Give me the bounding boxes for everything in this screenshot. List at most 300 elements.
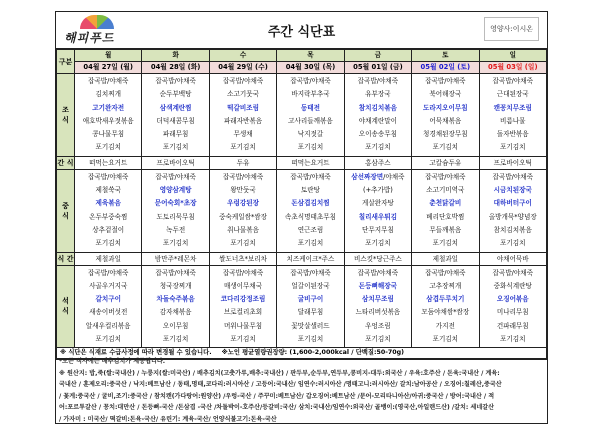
section-label: 중 식 xyxy=(57,169,75,252)
menu-item xyxy=(210,211,276,224)
menu-item xyxy=(210,333,276,346)
dish: 왕만둣국 xyxy=(230,186,256,195)
menu-item xyxy=(277,211,343,224)
date-cell: 04월 30일 (목) xyxy=(277,62,344,74)
menu-item xyxy=(142,88,208,101)
dish: 달래무침 xyxy=(297,308,324,317)
dish: 북어해장국 xyxy=(429,90,462,99)
dish: 파래자반볶음 xyxy=(223,116,263,125)
main-dish: 오징어볶음 xyxy=(496,295,529,304)
menu-cell xyxy=(75,74,142,157)
menu-item xyxy=(277,267,343,280)
change-notice: ※ 식단은 식재료 수급사정에 따라 변경될 수 있습니다. xyxy=(60,349,212,357)
menu-item xyxy=(75,333,141,346)
dish: 포기김치 xyxy=(432,143,459,152)
dish: 잡곡밥/야채죽 xyxy=(492,172,533,181)
dish: 야채계란말이 xyxy=(358,116,397,125)
dish: 포기김치 xyxy=(230,335,256,344)
menu-item xyxy=(480,267,546,280)
snack-cell: 홍삼주스 xyxy=(344,156,411,169)
dish: 포기김치 xyxy=(230,143,256,152)
main-dish: 차돌숙주볶음 xyxy=(156,295,195,304)
menu-item xyxy=(480,280,546,293)
menu-item xyxy=(412,75,478,88)
origin-line: / 가자미 : 미국산/ 떡갈비:돈육-국산/ 유린기: 계육-국산/ 언양식불고기:돈육-국산 xyxy=(59,415,277,423)
menu-item xyxy=(210,237,276,250)
dish: 포기김치 xyxy=(432,239,459,248)
menu-item xyxy=(480,184,546,197)
menu-item xyxy=(412,197,478,210)
menu-item xyxy=(277,184,343,197)
kimchi-notice: *모든 식사에는 배추김치가 제공됩니다. xyxy=(59,358,166,365)
menu-item xyxy=(75,267,141,280)
menu-item xyxy=(277,197,343,210)
menu-item xyxy=(412,128,478,141)
date-cell: 05월 03일 (일) xyxy=(479,62,546,74)
origin-line: 국내산 / 훈제오리:중국산 / 낙지:베트남산 / 동태,명태,코다리:러시아산 / 고등어:국내산/ 임연수:러시아산 /명태고니:러시아산/ 갈치:남아공산 / 오징어:칠레산,중국산 xyxy=(59,381,502,389)
menu-item xyxy=(480,75,546,88)
date-cell: 05월 02일 (토) xyxy=(412,62,479,74)
menu-item xyxy=(412,141,478,154)
menu-cell xyxy=(209,265,276,348)
dish: 오이송송무침 xyxy=(358,130,397,139)
dish: 포기김치 xyxy=(500,143,526,152)
dish: 취나물볶음 xyxy=(227,225,259,234)
dish: 잡곡밥/야채죽 xyxy=(492,268,533,277)
menu-item xyxy=(142,267,208,280)
menu-item xyxy=(277,224,343,237)
menu-item xyxy=(142,237,208,250)
meal-row xyxy=(57,169,547,252)
main-dish: 참치김치볶음 xyxy=(358,103,397,112)
dish: 게살완자탕 xyxy=(361,199,394,208)
section-label: 간 식 xyxy=(57,156,75,169)
menu-item xyxy=(142,211,208,224)
dish: 가지전 xyxy=(435,321,455,330)
menu-item xyxy=(75,224,141,237)
menu-item xyxy=(480,88,546,101)
menu-item xyxy=(277,115,343,128)
dish: 건파래무침 xyxy=(496,321,529,330)
menu-item xyxy=(210,267,276,280)
dish: 애호박새우젓볶음 xyxy=(82,116,134,125)
menu-item xyxy=(480,293,546,306)
main-dish: 굴비구이 xyxy=(297,295,324,304)
menu-item xyxy=(480,128,546,141)
dish: 돌자반볶음 xyxy=(496,130,529,139)
menu-item xyxy=(345,211,411,224)
dish: 오이무침 xyxy=(162,321,189,330)
menu-item xyxy=(277,171,343,184)
menu-item xyxy=(210,102,276,115)
main-dish: 코다리강정조림 xyxy=(220,295,266,304)
dish: 포기김치 xyxy=(95,143,121,152)
dish: 포기김치 xyxy=(162,335,189,344)
day-row xyxy=(57,50,547,62)
main-dish: 캔꽁치무조림 xyxy=(493,103,532,112)
menu-item xyxy=(480,211,546,224)
header xyxy=(56,12,547,49)
main-dish: 동태전 xyxy=(300,103,321,112)
menu-cell xyxy=(75,169,142,252)
menu-item xyxy=(480,171,546,184)
snack-row xyxy=(57,156,547,169)
main-dish: 도라지오이무침 xyxy=(423,103,468,112)
menu-item xyxy=(75,306,141,319)
menu-cell xyxy=(142,169,209,252)
menu-item xyxy=(412,237,478,250)
menu-item xyxy=(142,171,208,184)
menu-item xyxy=(345,75,411,88)
menu-item xyxy=(480,224,546,237)
dish: 포기김치 xyxy=(95,335,121,344)
dish: 잡곡밥/야채죽 xyxy=(492,77,533,85)
main-dish: 삼색계란찜 xyxy=(159,103,192,112)
main-dish: 삼치무조림 xyxy=(361,295,394,304)
dish: 더덕새콤무침 xyxy=(156,116,195,125)
menu-item xyxy=(75,237,141,250)
dish: 파래무침 xyxy=(162,130,189,139)
menu-cell xyxy=(479,265,546,348)
menu-item xyxy=(412,88,478,101)
main-dish: 고기완자전 xyxy=(92,103,125,112)
section-label: 식 간 xyxy=(57,252,75,265)
snack-cell: 프로바이오틱 xyxy=(479,156,546,169)
origin-line: / 꽃게:중국산 / 굴비,조기:중국산 / 참치캔(가다랑어:원양산) /우렁-국산 / 주꾸미:베트남산/ 갑오징어:베트남산 /문어-모리타니아산/아귀:중국산 / 방어:국내산 / 적 xyxy=(59,392,495,400)
menu-item xyxy=(345,306,411,319)
main-dish: 춘천닭갈비 xyxy=(429,199,462,208)
main-dish: 삼선짜장면 xyxy=(351,172,384,181)
dish: 모둠야채쌈*쌈장 xyxy=(421,308,470,317)
menu-item xyxy=(277,280,343,293)
menu-item xyxy=(277,102,343,115)
dish: 잡곡밥/야채죽 xyxy=(425,172,466,181)
menu-item xyxy=(345,237,411,250)
date-row xyxy=(57,62,547,74)
dish: 제철쑥국 xyxy=(95,186,121,195)
menu-item xyxy=(345,197,411,210)
dish: 토란탕 xyxy=(300,186,321,195)
dish: 잡곡밥/야채죽 xyxy=(87,268,129,277)
menu-cell xyxy=(209,169,276,252)
dish: 감자채볶음 xyxy=(159,308,192,317)
dish: 어묵채볶음 xyxy=(429,116,462,125)
dish: 잡곡밥/야채죽 xyxy=(155,268,196,277)
menu-item xyxy=(75,141,141,154)
menu-item xyxy=(480,102,546,115)
menu-item xyxy=(75,102,141,115)
dish: 녹두전 xyxy=(166,225,186,234)
day-header: 금 xyxy=(344,50,411,62)
dish: 속초식명태초무침 xyxy=(284,212,336,221)
menu-cell xyxy=(344,265,411,348)
dish: 우엉조림 xyxy=(365,321,391,330)
section-label: 조 식 xyxy=(57,74,75,157)
menu-item xyxy=(277,88,343,101)
dish: 꽃맛살샐러드 xyxy=(291,321,330,330)
snack-cell: 제철과일 xyxy=(412,252,479,265)
day-header: 목 xyxy=(277,50,344,62)
dish: 미나리무침 xyxy=(496,308,529,317)
dish: 얼갈이된장국 xyxy=(291,281,330,290)
menu-item xyxy=(75,115,141,128)
day-header: 화 xyxy=(142,50,209,62)
menu-item xyxy=(75,128,141,141)
dish: 유부장국 xyxy=(365,90,391,99)
menu-item xyxy=(210,171,276,184)
snack-cell: 치즈케이크*주스 xyxy=(277,252,344,265)
date-cell: 04월 27일 (월) xyxy=(75,62,142,74)
meal-row xyxy=(57,265,547,348)
menu-cell xyxy=(277,169,344,252)
dish: (+추가밥) xyxy=(363,186,393,195)
snack-cell: 밤만주*레몬차 xyxy=(142,252,209,265)
day-header: 수 xyxy=(209,50,276,62)
menu-item xyxy=(210,320,276,333)
menu-item xyxy=(142,184,208,197)
dish: 잡곡밥/야채죽 xyxy=(87,172,129,181)
menu-item xyxy=(75,88,141,101)
menu-item xyxy=(412,293,478,306)
snack-cell: 떠먹는요거트 xyxy=(277,156,344,169)
menu-item xyxy=(412,333,478,346)
menu-item xyxy=(142,141,208,154)
dish: 소고기미역국 xyxy=(426,186,465,195)
menu-item xyxy=(142,320,208,333)
menu-item xyxy=(142,280,208,293)
dish: 단무지무침 xyxy=(361,225,394,234)
dish: 소고기뭇국 xyxy=(227,90,259,99)
menu-item xyxy=(277,128,343,141)
menu-item xyxy=(142,333,208,346)
menu-item xyxy=(480,237,546,250)
dish: 온두부중숙찜 xyxy=(89,212,128,221)
menu-item xyxy=(480,141,546,154)
menu-table xyxy=(56,49,547,359)
menu-cell xyxy=(277,265,344,348)
dish: 상추겉절이 xyxy=(92,225,125,234)
dish: 잡곡밥/야채죽 xyxy=(290,268,331,277)
menu-item xyxy=(412,184,478,197)
date-cell: 04월 28일 (화) xyxy=(142,62,209,74)
dish: 참치김치볶음 xyxy=(493,225,532,234)
dish: 포기김치 xyxy=(365,143,391,152)
menu-item xyxy=(412,211,478,224)
menu-item xyxy=(210,88,276,101)
dish: 김치찌개 xyxy=(95,90,121,99)
section-label: 석 식 xyxy=(57,265,75,348)
menu-item xyxy=(277,75,343,88)
snack-cell: 쌀도너츠*보리차 xyxy=(209,252,276,265)
menu-item xyxy=(142,197,208,210)
menu-item xyxy=(210,280,276,293)
dish: 연근조림 xyxy=(297,225,324,234)
dish: 중숙케일쌈*쌈장 xyxy=(219,212,267,221)
menu-item xyxy=(480,115,546,128)
day-header: 월 xyxy=(75,50,142,62)
origin-line: ※ 원산지: 밥,죽(쌀:국내산) / 누룽지(쌀:미국산) / 배추김치(고춧가루,배추:국내산) / 판두부,순두부,연두부,콩비지-대두:외국산 / 우육:호주산 / 돈육:국내산 / 계육: xyxy=(59,369,500,377)
dish: 포기김치 xyxy=(162,143,189,152)
dish: 잡곡밥/야채죽 xyxy=(155,77,196,85)
menu-item xyxy=(345,102,411,115)
dish: 고사리들깨볶음 xyxy=(288,116,333,125)
menu-item xyxy=(480,333,546,346)
calorie-notice: ※노인 평균열량권장량: (1,600-2,000kcal / 단백질:50-70g) xyxy=(221,349,405,357)
menu-item xyxy=(75,293,141,306)
dish: 고추장찌개 xyxy=(429,281,462,290)
dish: 청경채된장무침 xyxy=(423,130,468,139)
main-dish: 시금치된장국 xyxy=(493,186,532,195)
main-dish: 돈등뼈해장국 xyxy=(358,281,397,290)
dish: 잡곡밥/야채죽 xyxy=(290,172,331,181)
page-title: 주간 식단표 xyxy=(267,25,336,40)
menu-item xyxy=(412,224,478,237)
dish: 잡곡밥/야채죽 xyxy=(222,77,264,85)
dish: 무생채 xyxy=(233,130,253,139)
snack-row xyxy=(57,252,547,265)
dish: 청국장찌개 xyxy=(159,281,192,290)
snack-cell: 두유 xyxy=(209,156,276,169)
menu-cell xyxy=(479,169,546,252)
corner-label: 구분 xyxy=(57,50,75,74)
menu-item xyxy=(345,293,411,306)
dish: 잡곡밥/야채죽 xyxy=(155,172,196,181)
menu-item xyxy=(412,320,478,333)
menu-item xyxy=(277,306,343,319)
day-header: 일 xyxy=(479,50,546,62)
main-dish: 갈치구이 xyxy=(95,295,121,304)
menu-item xyxy=(480,306,546,319)
dish: 포기김치 xyxy=(365,335,391,344)
menu-item xyxy=(345,320,411,333)
menu-item xyxy=(210,128,276,141)
menu-item xyxy=(345,333,411,346)
menu-cell xyxy=(412,74,479,157)
snack-cell: 야채어묵바 xyxy=(479,252,546,265)
weekly-menu-sheet xyxy=(55,11,548,360)
dish: 올방개묵*양념장 xyxy=(488,212,537,221)
dish: 포기김치 xyxy=(500,239,526,248)
dish: 느타리버섯볶음 xyxy=(355,308,401,317)
logo-text: 해피푸드 xyxy=(64,31,115,45)
menu-item xyxy=(277,141,343,154)
menu-item xyxy=(345,224,411,237)
dish: 잡곡밥/야채죽 xyxy=(357,268,399,277)
dish: 알새우컬리볶음 xyxy=(85,321,131,330)
main-dish: 칠리새우튀김 xyxy=(358,212,397,221)
menu-item xyxy=(142,75,208,88)
dish: 포기김치 xyxy=(432,335,459,344)
menu-item xyxy=(480,320,546,333)
main-dish: 삼겹두루치기 xyxy=(426,295,465,304)
dish: 포기김치 xyxy=(297,239,324,248)
dish: 근대된장국 xyxy=(496,90,529,99)
menu-item xyxy=(142,128,208,141)
menu-item xyxy=(345,280,411,293)
snack-cell: 비스킷*당근주스 xyxy=(344,252,411,265)
dish: 바지락부추국 xyxy=(291,90,330,99)
dish: 콩나물무침 xyxy=(92,130,125,139)
dish: 브로컬리초회 xyxy=(223,308,263,317)
dish: 잡곡밥/야채죽 xyxy=(222,172,264,181)
main-dish: 제육볶음 xyxy=(95,199,121,208)
menu-item xyxy=(75,75,141,88)
meal-row xyxy=(57,74,547,157)
menu-item xyxy=(210,75,276,88)
menu-item xyxy=(142,115,208,128)
menu-item xyxy=(75,197,141,210)
dish: 베리단호박찜 xyxy=(426,212,465,221)
dish: 중화식계란탕 xyxy=(493,281,532,290)
dish: 포기김치 xyxy=(500,335,526,344)
menu-item xyxy=(75,320,141,333)
menu-item xyxy=(345,141,411,154)
origin-line: 어:포르투갈산 / 꽁치:대만산 / 돈등뼈-국산 /돈삼겹 -국산 /차돌박이-호주산/등갈비:국산/ 삼치:국내산/임연수:외국산/ 골뱅이:(영국산,아일랜드산) /갈치: 세네갈산 xyxy=(59,404,494,412)
main-dish: 우렁강된장 xyxy=(227,199,259,208)
menu-item xyxy=(210,306,276,319)
menu-item xyxy=(277,293,343,306)
menu-cell xyxy=(75,265,142,348)
main-dish: 문어숙회*초장 xyxy=(154,199,197,208)
snack-cell: 프로바이오틱 xyxy=(142,156,209,169)
dish: 포기김치 xyxy=(162,239,189,248)
dish: 잡곡밥/야채죽 xyxy=(357,77,399,85)
menu-item xyxy=(480,197,546,210)
menu-item xyxy=(412,171,478,184)
dish: 포기김치 xyxy=(230,239,256,248)
menu-cell xyxy=(479,74,546,157)
main-dish: 영양삼계탕 xyxy=(159,186,192,195)
menu-item xyxy=(142,293,208,306)
dish: 잡곡밥/야채죽 xyxy=(87,77,129,85)
main-dish: 떡갈비조림 xyxy=(227,103,259,112)
menu-cell xyxy=(209,74,276,157)
main-dish: 대하버터구이 xyxy=(493,199,532,208)
menu-item xyxy=(210,115,276,128)
menu-item xyxy=(277,333,343,346)
menu-item xyxy=(345,128,411,141)
dish: 사골우거지국 xyxy=(89,281,128,290)
date-cell: 04월 29일 (수) xyxy=(209,62,276,74)
dish: 비름나물 xyxy=(500,116,526,125)
menu-cell xyxy=(412,169,479,252)
menu-cell xyxy=(344,169,411,252)
dish: 잡곡밥/야채죽 xyxy=(222,268,264,277)
dish: 잡곡밥/야채죽 xyxy=(425,77,466,85)
snack-cell: 제철과일 xyxy=(75,252,142,265)
menu-item xyxy=(345,88,411,101)
menu-item xyxy=(412,280,478,293)
menu-item xyxy=(75,184,141,197)
menu-item xyxy=(75,171,141,184)
dish: 낙지젓갈 xyxy=(297,130,324,139)
menu-item xyxy=(210,141,276,154)
menu-item xyxy=(142,102,208,115)
menu-item xyxy=(412,102,478,115)
menu-item xyxy=(210,184,276,197)
menu-item xyxy=(142,306,208,319)
menu-cell xyxy=(142,74,209,157)
menu-cell xyxy=(344,74,411,157)
dish: 도토리묵무침 xyxy=(156,212,195,221)
menu-item xyxy=(277,320,343,333)
main-dish: 돈삼겹김치찜 xyxy=(291,199,330,208)
dish: 포기김치 xyxy=(297,335,324,344)
dish: 매생이무채국 xyxy=(223,281,263,290)
menu-item xyxy=(412,267,478,280)
menu-item xyxy=(345,115,411,128)
dish: 순두부백탕 xyxy=(159,90,192,99)
